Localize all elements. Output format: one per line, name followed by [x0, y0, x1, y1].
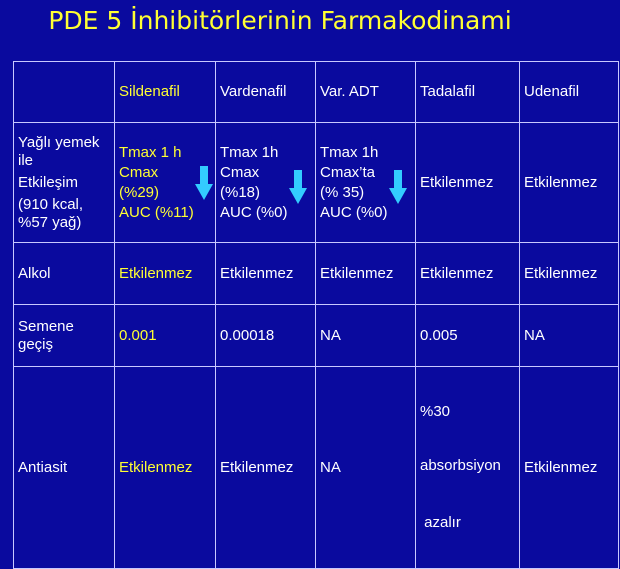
header-var-adt: Var. ADT [316, 62, 416, 123]
table-row [14, 243, 619, 305]
cell-line: absorbsiyon [420, 457, 501, 474]
cell-var-adt-food [316, 123, 416, 243]
decrease-arrow-icon [289, 170, 307, 204]
cell-line: Cmax [220, 163, 260, 181]
decrease-arrow-icon [195, 166, 213, 200]
cell-tadalafil-food: Etkilenmez [416, 123, 520, 243]
cell-line: %30 [420, 403, 451, 420]
cell-var-adt-semen: NA [316, 305, 416, 367]
cell-tadalafil-semen: 0.005 [416, 305, 520, 367]
decrease-arrow-icon [389, 170, 407, 204]
row-label-line: Yağlı yemek [18, 133, 100, 151]
header-empty [14, 62, 115, 123]
cell-udenafil-food: Etkilenmez [520, 123, 619, 243]
cell-udenafil-semen: NA [520, 305, 619, 367]
row-label-line: %57 yağ) [18, 213, 82, 231]
row-label-alcohol: Alkol [14, 243, 115, 305]
header-vardenafil: Vardenafil [216, 62, 316, 123]
row-label-line: (910 kcal, [18, 195, 84, 213]
cell-line: (%29) [119, 183, 160, 201]
row-label-line: Semene [18, 317, 74, 335]
cell-vardenafil-antacid: Etkilenmez [216, 367, 316, 569]
row-label-semen-transfer [14, 305, 115, 367]
cell-udenafil-antacid: Etkilenmez [520, 367, 619, 569]
header-udenafil: Udenafil [520, 62, 619, 123]
cell-tadalafil-antacid [416, 367, 520, 569]
row-label-line: Etkileşim [18, 173, 79, 191]
table-row [14, 367, 619, 569]
row-label-antacid: Antiasit [14, 367, 115, 569]
table-row [14, 305, 619, 367]
row-label-line: ile [18, 151, 34, 169]
cell-line: Cmax’ta [320, 163, 376, 181]
header-sildenafil: Sildenafil [115, 62, 216, 123]
cell-line: Tmax 1 h [119, 143, 182, 161]
cell-sildenafil-antacid: Etkilenmez [115, 367, 216, 569]
pharmacodynamics-table [13, 61, 619, 569]
cell-sildenafil-semen: 0.001 [115, 305, 216, 367]
cell-line: Tmax 1h [320, 143, 379, 161]
table-row [14, 123, 619, 243]
cell-sildenafil-food [115, 123, 216, 243]
cell-line: Cmax [119, 163, 159, 181]
header-tadalafil: Tadalafil [416, 62, 520, 123]
row-label-food-interaction [14, 123, 115, 243]
cell-var-adt-antacid: NA [316, 367, 416, 569]
cell-line: AUC (%0) [320, 203, 388, 221]
cell-vardenafil-semen: 0.00018 [216, 305, 316, 367]
cell-udenafil-alcohol: Etkilenmez [520, 243, 619, 305]
cell-tadalafil-alcohol: Etkilenmez [416, 243, 520, 305]
cell-vardenafil-alcohol: Etkilenmez [216, 243, 316, 305]
cell-line: AUC (%11) [119, 203, 194, 221]
slide-title: PDE 5 İnhibitörlerinin Farmakodinami [48, 6, 512, 35]
cell-sildenafil-alcohol: Etkilenmez [115, 243, 216, 305]
cell-vardenafil-food [216, 123, 316, 243]
cell-line: Tmax 1h [220, 143, 279, 161]
cell-line: AUC (%0) [220, 203, 288, 221]
cell-line: azalır [420, 514, 461, 531]
cell-line: (%18) [220, 183, 261, 201]
cell-var-adt-alcohol: Etkilenmez [316, 243, 416, 305]
header-row [14, 62, 619, 123]
row-label-line: geçiş [18, 335, 54, 353]
cell-line: (% 35) [320, 183, 365, 201]
